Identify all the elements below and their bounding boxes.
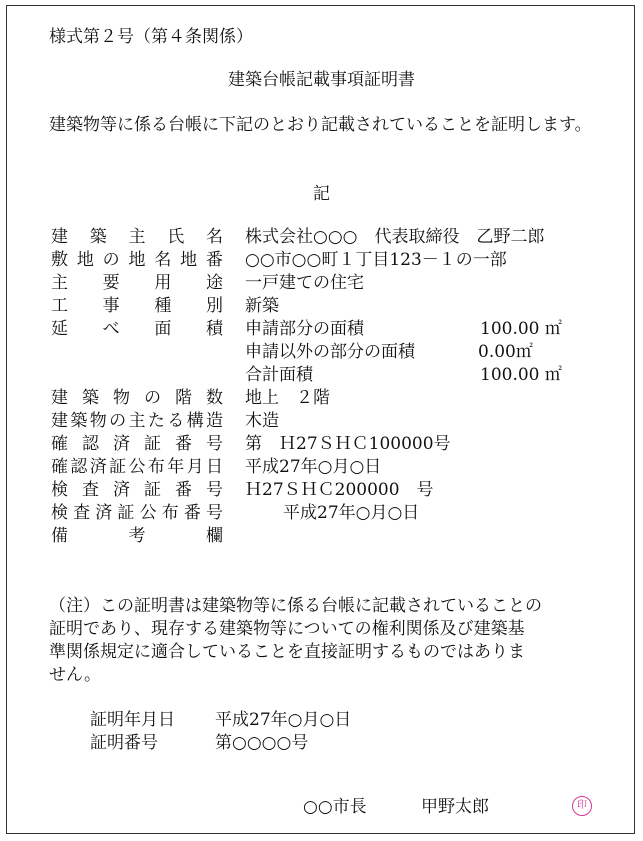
- cert-date-label: 証明年月日: [90, 710, 175, 730]
- note-line-3: 準関係規定に適合していることを直接証明するものではありま: [49, 642, 525, 662]
- inspection-date: 平成27年○月○日: [283, 503, 420, 523]
- owner-name: 株式会社○○○ 代表取締役 乙野二郎: [245, 227, 545, 247]
- other-area-value: 0.00㎡: [478, 342, 533, 362]
- issuer-title: ○○市長: [303, 797, 367, 817]
- main-use: 一戸建ての住宅: [245, 273, 364, 293]
- cert-date: 平成27年○月○日: [215, 710, 352, 730]
- ki-heading: 記: [313, 184, 330, 204]
- confirmation-number: 第 Ｈ27ＳＨＣ100000号: [245, 434, 451, 454]
- field-label-11: 備 考 欄: [51, 526, 223, 546]
- construction-type: 新築: [245, 296, 279, 316]
- other-area-label: 申請以外の部分の面積: [245, 342, 415, 362]
- confirmation-date: 平成27年○月○日: [245, 457, 382, 477]
- applied-area-value: 100.00 ㎡: [480, 319, 562, 339]
- field-label-0: 建 築 主 氏 名: [51, 227, 223, 247]
- cert-number: 第○○○○号: [215, 733, 309, 753]
- intro-text: 建築物等に係る台帳に下記のとおり記載されていることを証明します。: [49, 115, 592, 135]
- issuer-name: 甲野太郎: [421, 797, 489, 817]
- floors: 地上 ２階: [245, 388, 330, 408]
- field-label-3: 工 事 種 別: [51, 296, 223, 316]
- field-label-1: 敷 地 の 地 名 地 番: [51, 250, 223, 270]
- field-label-9: 検 査 済 証 番 号: [51, 480, 223, 500]
- field-label-4: 延 べ 面 積: [51, 319, 223, 339]
- applied-area-label: 申請部分の面積: [245, 319, 364, 339]
- field-label-2: 主 要 用 途: [51, 273, 223, 293]
- field-label-8: 確 認 済 証 公 布 年 月 日: [51, 457, 223, 477]
- site-address: ○○市○○町１丁目123－１の一部: [245, 250, 507, 270]
- field-label-7: 確 認 済 証 番 号: [51, 434, 223, 454]
- main-structure: 木造: [245, 411, 279, 431]
- field-label-10: 検 査 済 証 公 布 番 号: [51, 503, 223, 523]
- form-number: 様式第２号（第４条関係）: [49, 27, 253, 47]
- inspection-number: Ｈ27ＳＨＣ200000 号: [245, 480, 434, 500]
- field-label-5: 建 築 物 の 階 数: [51, 388, 223, 408]
- document-title: 建築台帳記載事項証明書: [228, 70, 415, 90]
- note-line-1: （注）この証明書は建築物等に係る台帳に記載されていることの: [49, 596, 542, 616]
- field-label-6: 建 築 物 の 主 た る 構 造: [51, 411, 223, 431]
- total-area-label: 合計面積: [245, 365, 313, 385]
- cert-number-label: 証明番号: [90, 733, 158, 753]
- note-line-4: せん。: [49, 665, 102, 685]
- note-line-2: 証明であり、現存する建築物等についての権利関係及び建築基: [49, 619, 525, 639]
- seal-stamp: 印: [572, 796, 592, 816]
- total-area-value: 100.00 ㎡: [480, 365, 562, 385]
